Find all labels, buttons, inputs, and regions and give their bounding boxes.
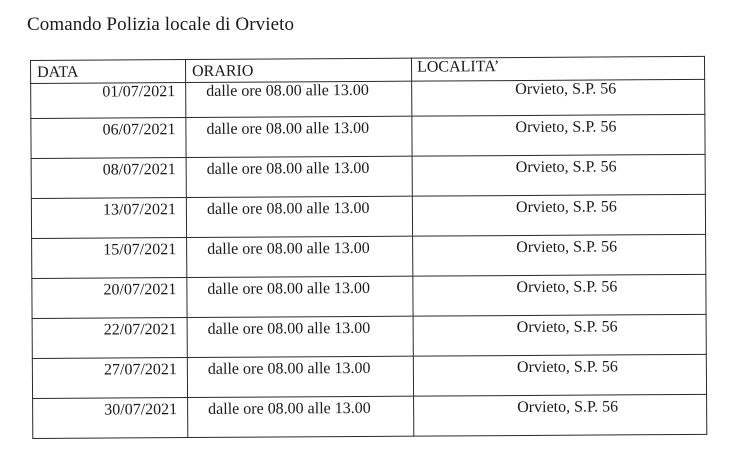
cell-data: 06/07/2021 — [31, 118, 186, 159]
column-header-data: DATA — [31, 60, 186, 84]
column-header-orario: ORARIO — [186, 58, 412, 82]
cell-data: 08/07/2021 — [31, 158, 186, 199]
cell-data: 13/07/2021 — [31, 198, 186, 239]
cell-data: 27/07/2021 — [32, 358, 187, 399]
cell-orario: dalle ore 08.00 alle 13.00 — [187, 356, 413, 397]
cell-localita: Orvieto, S.P. 56 — [413, 234, 706, 276]
column-header-localita: LOCALITA’ — [411, 56, 704, 81]
table-row — [32, 234, 706, 278]
cell-data: 20/07/2021 — [32, 278, 187, 319]
page-title: Comando Polizia locale di Orvieto — [27, 14, 295, 35]
cell-orario: dalle ore 08.00 alle 13.00 — [186, 196, 412, 237]
table-row — [31, 79, 705, 118]
cell-orario: dalle ore 08.00 alle 13.00 — [187, 316, 413, 357]
cell-localita: Orvieto, S.P. 56 — [412, 114, 705, 156]
cell-localita: Orvieto, S.P. 56 — [412, 194, 705, 236]
cell-data: 15/07/2021 — [32, 238, 187, 279]
cell-localita: Orvieto, S.P. 56 — [413, 314, 706, 356]
cell-localita: Orvieto, S.P. 56 — [413, 274, 706, 316]
cell-localita: Orvieto, S.P. 56 — [414, 394, 707, 436]
schedule-table-wrapper — [30, 56, 706, 439]
cell-localita: Orvieto, S.P. 56 — [412, 154, 705, 196]
cell-data: 01/07/2021 — [31, 83, 186, 119]
table-row — [32, 354, 706, 398]
cell-orario: dalle ore 08.00 alle 13.00 — [187, 236, 413, 277]
cell-data: 22/07/2021 — [32, 318, 187, 359]
cell-data: 30/07/2021 — [33, 398, 188, 439]
cell-orario: dalle ore 08.00 alle 13.00 — [186, 156, 412, 197]
table-row — [32, 314, 706, 358]
table-row — [31, 154, 705, 198]
schedule-table — [30, 56, 707, 439]
cell-localita: Orvieto, S.P. 56 — [412, 79, 705, 116]
cell-localita: Orvieto, S.P. 56 — [413, 354, 706, 396]
table-row — [33, 394, 707, 438]
cell-orario: dalle ore 08.00 alle 13.00 — [187, 276, 413, 317]
cell-orario: dalle ore 08.00 alle 13.00 — [188, 396, 414, 437]
table-row — [32, 274, 706, 318]
cell-orario: dalle ore 08.00 alle 13.00 — [186, 116, 412, 157]
table-row — [31, 114, 705, 158]
cell-orario: dalle ore 08.00 alle 13.00 — [186, 81, 412, 117]
table-row — [31, 194, 705, 238]
